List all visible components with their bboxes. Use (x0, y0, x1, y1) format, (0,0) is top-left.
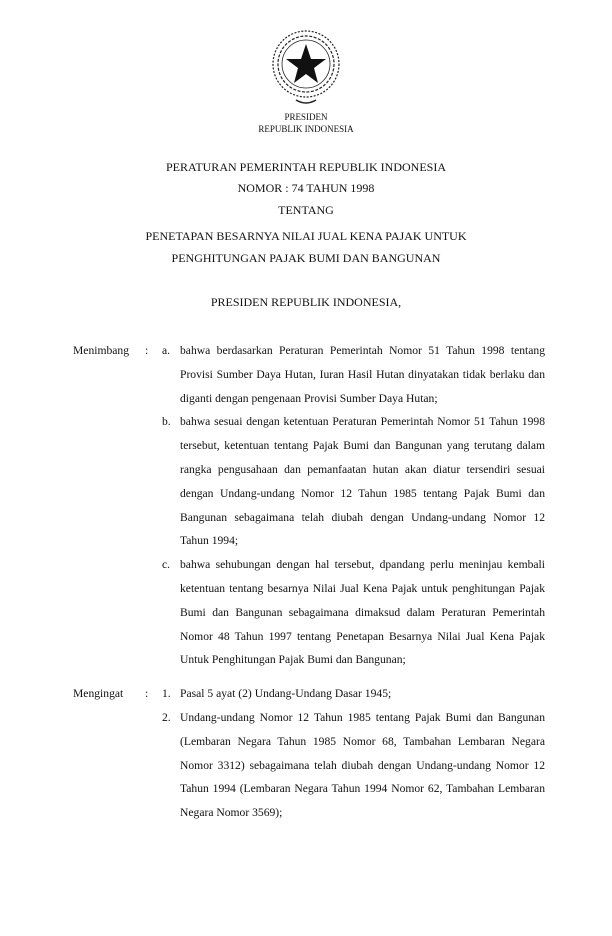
menimbang-label: Menimbang (73, 344, 130, 357)
mengingat-label: Mengingat (73, 687, 124, 701)
menimbang-item-c (73, 553, 545, 672)
item-mark: c. (162, 558, 171, 572)
item-text: bahwa sehubungan dengan hal tersebut, dpandang perlu meninjau kembali ketentuan tentang besarnya Nilai Jual Kena Pajak untuk penghitungan Pajak Bumi dan Bangunan sebagaimana dimaksud dalam Peraturan Pemerintah Nomor 48 Tahun 1997 tentang Penetapan Besarnya Nilai Jual Kena Pajak Untuk Penghitungan Pajak Bumi dan Bangunan; (180, 558, 545, 667)
item-mark: a. (162, 344, 171, 357)
star-wreath-emblem (268, 18, 344, 110)
issuer: PRESIDEN REPUBLIK INDONESIA, (210, 295, 402, 309)
menimbang-item-b (73, 410, 545, 553)
item-text: Pasal 5 ayat (2) Undang-Undang Dasar 1945; (180, 687, 392, 701)
clauses (73, 339, 545, 825)
item-mark: b. (162, 415, 171, 429)
menimbang-item-a (73, 339, 545, 410)
regulation-subject-1: PENETAPAN BESARNYA NILAI JUAL KENA PAJAK UNTUK (145, 229, 467, 243)
regulation-subject-2: PENGHITUNGAN PAJAK BUMI DAN BANGUNAN (171, 251, 441, 265)
item-text: bahwa berdasarkan Peraturan Pemerintah Nomor 51 Tahun 1998 tentang Provisi Sumber Daya Hutan, Iuran Hasil Hutan dinyatakan tidak berlaku dan diganti dengan pengenaan Provisi Sumber Daya Hutan; (180, 344, 545, 405)
regulation-about: TENTANG (278, 203, 334, 217)
mengingat-item-2 (73, 706, 545, 825)
regulation-title: PERATURAN PEMERINTAH REPUBLIK INDONESIA (165, 160, 447, 174)
mengingat-colon: : (145, 687, 149, 701)
item-text: bahwa sesuai dengan ketentuan Peraturan Pemerintah Nomor 51 Tahun 1998 tersebut, ketentuan tentang Pajak Bumi dan Bangunan yang terutang dalam rangka pengusahaan dan pemanfaatan hutan akan diatur tersendiri sesuai dengan Undang-undang Nomor 12 Tahun 1985 tentang Pajak Bumi dan Bangunan sebagaimana telah diubah dengan Undang-undang Nomor 12 Tahun 1994; (180, 415, 545, 548)
item-mark: 2. (162, 710, 171, 724)
item-text: Undang-undang Nomor 12 Tahun 1985 tentang Pajak Bumi dan Bangunan (Lembaran Negara Tahun 1985 Nomor 68, Tambahan Lembaran Negara Nomor 3312) sebagaimana telah diubah dengan Undang-undang Nomor 12 Tahun 1994 (Lembaran Negara Tahun 1994 Nomor 62, Tambahan Lembaran Negara Nomor 3569); (180, 710, 545, 820)
regulation-number: NOMOR : 74 TAHUN 1998 (237, 181, 375, 195)
item-mark: 1. (162, 687, 171, 701)
mengingat-item-1 (73, 682, 545, 706)
office-line-2: REPUBLIK INDONESIA (258, 124, 354, 134)
office-line-1: PRESIDEN (284, 112, 328, 122)
menimbang-colon: : (145, 344, 149, 357)
